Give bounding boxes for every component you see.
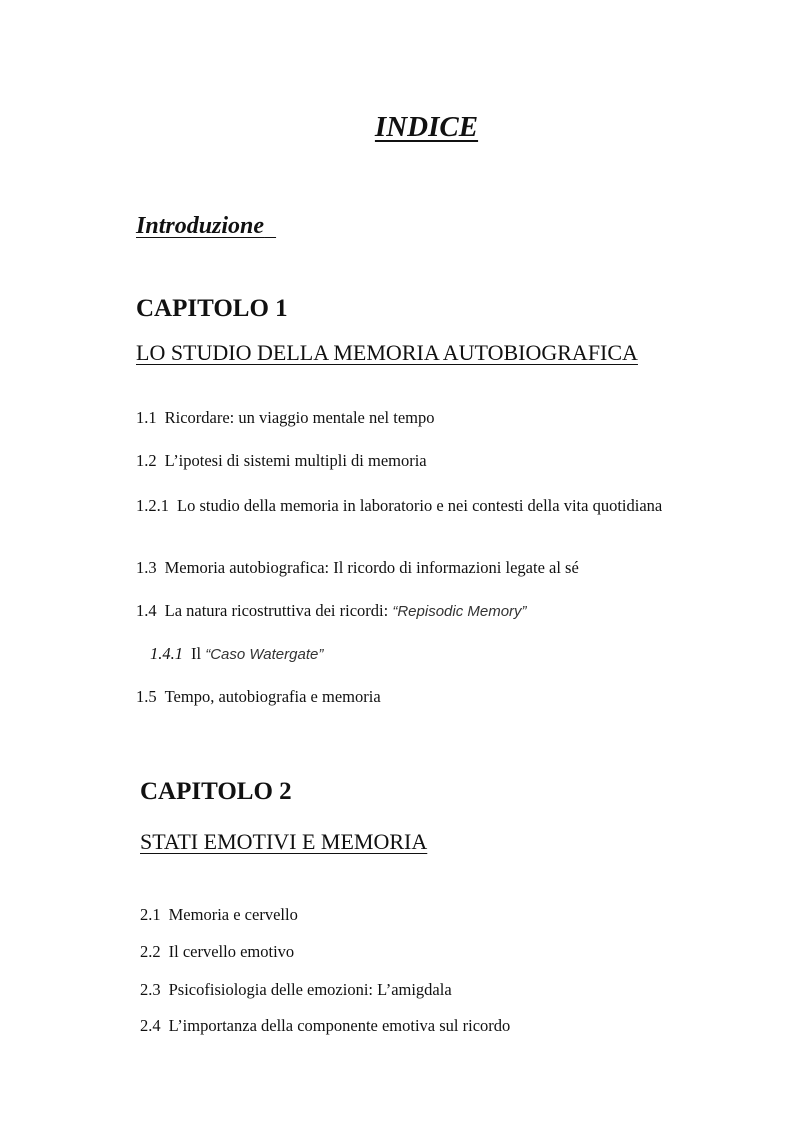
toc-entry-2-3: [140, 982, 452, 999]
entry-emphasis: “Caso Watergate”: [205, 646, 324, 663]
page-title: INDICE: [374, 111, 479, 143]
entry-number: 1.2.1: [136, 496, 169, 515]
entry-text: L’importanza della componente emotiva sul ricordo: [168, 1016, 511, 1035]
entry-number: 1.3: [136, 558, 157, 577]
toc-entry-1-4-1: [150, 646, 323, 663]
entry-number: 1.5: [136, 687, 157, 706]
chapter-2-title: STATI EMOTIVI E MEMORIA: [140, 829, 428, 854]
toc-entry-1-2: [136, 453, 427, 470]
entry-text: Memoria autobiografica: Il ricordo di informazioni legate al sé: [164, 558, 579, 577]
entry-number: 2.1: [140, 905, 161, 924]
entry-number: 2.2: [140, 942, 161, 961]
entry-emphasis: “Repisodic Memory”: [392, 603, 527, 620]
introduction-heading: Introduzione: [136, 213, 265, 239]
toc-entry-1-1: [136, 410, 435, 427]
chapter-1-title: LO STUDIO DELLA MEMORIA AUTOBIOGRAFICA: [136, 340, 638, 365]
entry-text: Il cervello emotivo: [168, 942, 295, 961]
entry-number: 1.1: [136, 408, 157, 427]
toc-entry-2-1: [140, 907, 298, 924]
toc-entry-2-4: [140, 1018, 510, 1035]
toc-entry-1-2-1: [136, 495, 696, 516]
toc-entry-1-5: [136, 689, 381, 706]
chapter-1-label: CAPITOLO 1: [136, 295, 288, 322]
entry-number: 1.2: [136, 451, 157, 470]
entry-text: Psicofisiologia delle emozioni: L’amigdala: [168, 980, 452, 999]
entry-text: Il: [191, 644, 202, 663]
toc-entry-1-4: [136, 603, 527, 620]
toc-entry-1-3: [136, 560, 579, 577]
entry-number: 2.4: [140, 1016, 161, 1035]
entry-text: Memoria e cervello: [168, 905, 298, 924]
entry-number: 1.4: [136, 601, 157, 620]
entry-text: La natura ricostruttiva dei ricordi:: [164, 601, 389, 620]
entry-number: 2.3: [140, 980, 161, 999]
entry-text: Ricordare: un viaggio mentale nel tempo: [164, 408, 435, 427]
toc-entry-2-2: [140, 944, 294, 961]
entry-text: L’ipotesi di sistemi multipli di memoria: [164, 451, 427, 470]
chapter-2-label: CAPITOLO 2: [140, 778, 292, 805]
entry-text: Lo studio della memoria in laboratorio e nei contesti della vita quotidiana: [177, 496, 663, 515]
entry-text: Tempo, autobiografia e memoria: [164, 687, 381, 706]
entry-number: 1.4.1: [150, 644, 183, 663]
